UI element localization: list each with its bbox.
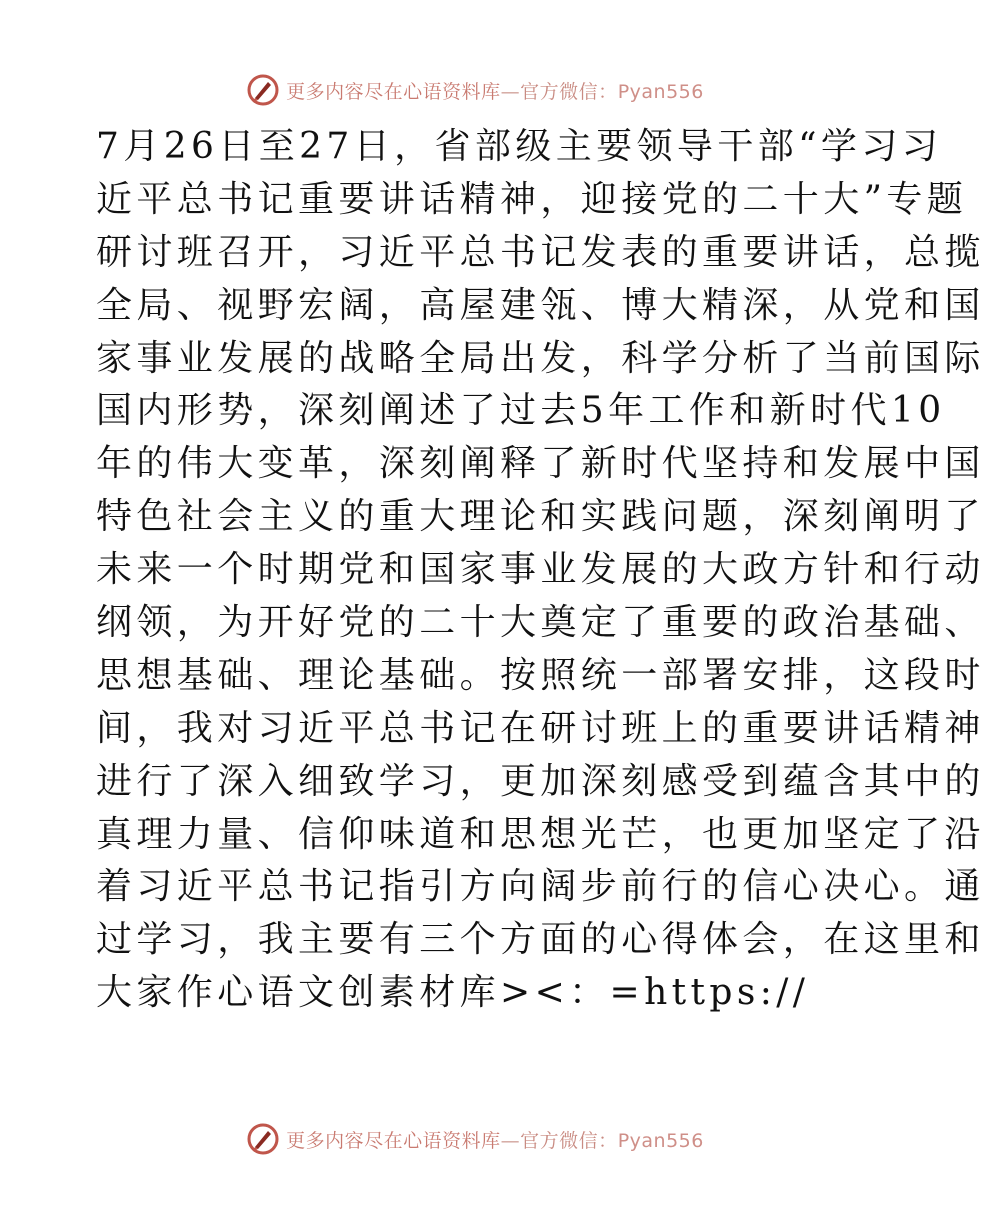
body-line: 研讨班召开，习近平总书记发表的重要讲话，总揽 (96, 231, 985, 273)
quill-pen-logo-icon (246, 1122, 280, 1156)
watermark-text (286, 1126, 704, 1153)
watermark-wechat-label: 官方微信： (520, 80, 618, 103)
body-line: 7月26日至27日，省部级主要领导干部“学习习 (96, 126, 943, 167)
body-line: 国内形势，深刻阐述了过去5年工作和新时代10 (96, 390, 946, 432)
watermark-text (286, 77, 704, 104)
watermark-wechat-label: 官方微信： (520, 1129, 618, 1152)
watermark-brand: 更多内容尽在心语资料库 (286, 80, 501, 103)
body-line: 特色社会主义的重大理论和实践问题，深刻阐明了 (96, 496, 985, 538)
body-line: 间，我对习近平总书记在研讨班上的重要讲话精神 (96, 707, 985, 749)
body-line: 思想基础、理论基础。按照统一部署安排，这段时 (96, 654, 985, 696)
watermark-wechat-id: Pyan556 (617, 1129, 704, 1152)
quill-pen-logo-icon (246, 73, 280, 107)
body-line: 纲领，为开好党的二十大奠定了重要的政治基础、 (96, 602, 985, 644)
body-line: 未来一个时期党和国家事业发展的大政方针和行动 (96, 549, 985, 591)
body-line: 大家作心语文创素材库><：=https:// (96, 972, 810, 1014)
body-line: 年的伟大变革，深刻阐释了新时代坚持和发展中国 (96, 443, 985, 485)
body-line: 过学习，我主要有三个方面的心得体会，在这里和 (96, 919, 985, 961)
header-watermark-banner (0, 70, 950, 110)
watermark-wechat-id: Pyan556 (617, 80, 704, 103)
body-line: 家事业发展的战略全局出发，科学分析了当前国际 (96, 337, 985, 379)
watermark-brand: 更多内容尽在心语资料库 (286, 1129, 501, 1152)
body-line: 进行了深入细致学习，更加深刻感受到蕴含其中的 (96, 760, 985, 802)
watermark-separator: — (500, 1129, 521, 1152)
document-body (96, 121, 985, 1020)
footer-watermark-banner (0, 1119, 950, 1159)
watermark-separator: — (500, 80, 521, 103)
body-line: 真理力量、信仰味道和思想光芒，也更加坚定了沿 (96, 813, 985, 855)
body-line: 着习近平总书记指引方向阔步前行的信心决心。通 (96, 866, 985, 908)
body-line: 近平总书记重要讲话精神，迎接党的二十大”专题 (96, 178, 968, 220)
body-line: 全局、视野宏阔，高屋建瓴、博大精深，从党和国 (96, 284, 985, 326)
